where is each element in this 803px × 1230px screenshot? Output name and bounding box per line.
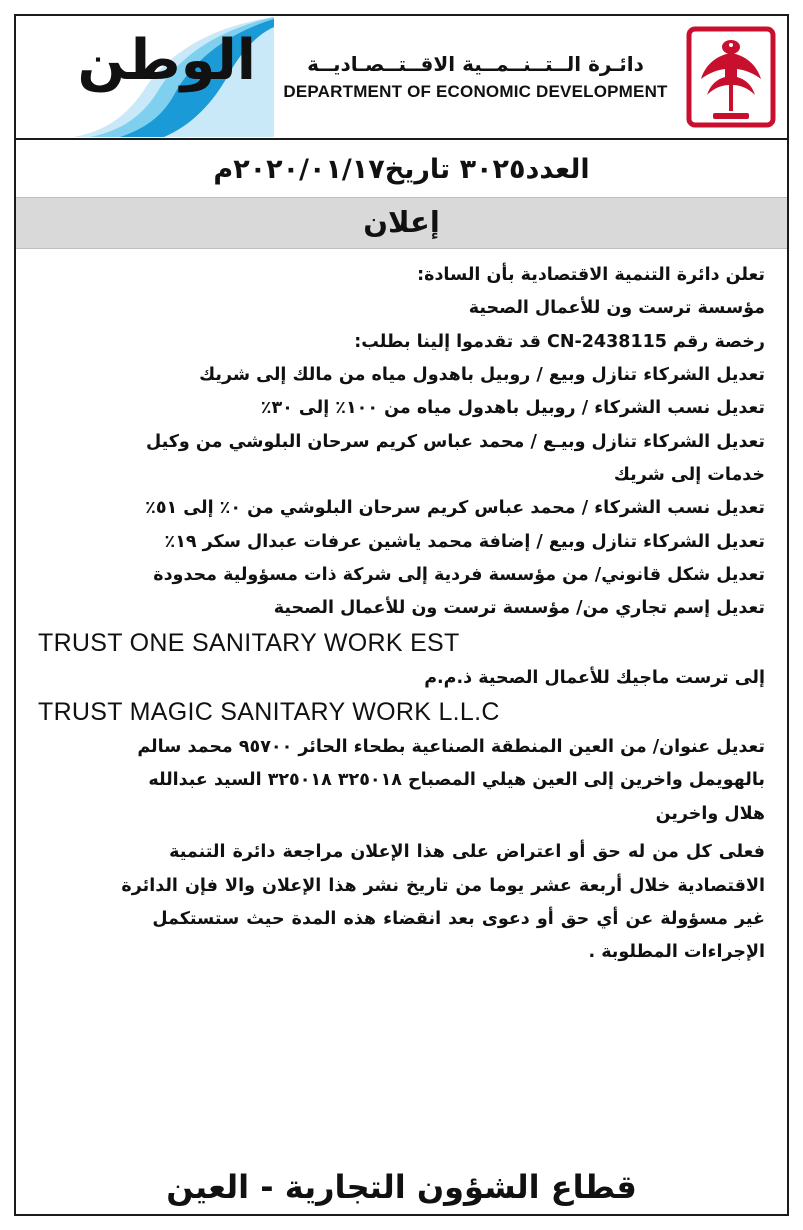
announcement-line: مؤسسة ترست ون للأعمال الصحية	[468, 298, 765, 319]
announcement-line: TRUST MAGIC SANITARY WORK L.L.C	[38, 698, 500, 727]
announcement-line: الاقتصادية خلال أربعة عشر يوما من تاريخ نشر هذا الإعلان والا فإن الدائرة	[121, 875, 765, 896]
department-name-english: DEPARTMENT OF ECONOMIC DEVELOPMENT	[283, 82, 668, 101]
header	[16, 16, 787, 140]
announcement-line: تعلن دائرة التنمية الاقتصادية بأن السادة:	[417, 265, 765, 285]
announcement-line: تعديل الشركاء تنازل وبيع / إضافة محمد ياشين عرفات عبدال سكر ١٩٪	[164, 531, 765, 552]
announcement-line: تعديل نسب الشركاء / روبيل باهدول مياه من ١٠٠٪ إلى ٣٠٪	[260, 398, 765, 419]
announcement-title: إعلان	[363, 205, 440, 239]
announcement-line: الإجراءات المطلوبة .	[588, 942, 765, 963]
issue-number-and-date: العدد٣٠٢٥ تاريخ٢٠٢٠/٠١/١٧م	[213, 154, 590, 185]
footer	[16, 1168, 787, 1206]
footer-department: قطاع الشؤون التجارية - العين	[166, 1168, 637, 1206]
announcement-body	[16, 249, 787, 967]
announcement-line: رخصة رقم CN-2438115 قد تقدموا إلينا بطلب:	[354, 331, 765, 352]
announcement-line: تعديل شكل قانوني/ من مؤسسة فردية إلى شركة ذات مسؤولية محدودة	[153, 565, 765, 586]
announcement-frame	[14, 14, 789, 1216]
announcement-line: تعديل الشركاء تنازل وبيع / روبيل باهدول مياه من مالك إلى شريك	[199, 365, 765, 386]
announcement-line: خدمات إلى شريك	[613, 465, 765, 486]
announcement-line: غير مسؤولة عن أي حق أو دعوى بعد انقضاء هذه المدة حيث ستستكمل	[152, 908, 765, 929]
announcement-line: تعديل نسب الشركاء / محمد عباس كريم سرحان البلوشي من ٠٪ إلى ٥١٪	[145, 498, 765, 519]
department-name-arabic: دائـرة الــتــنــمــية الاقــتــصـاديــة	[307, 52, 644, 76]
announcement-line: تعديل الشركاء تنازل وبيـع / محمد عباس كريم سرحان البلوشي من وكيل	[145, 431, 765, 452]
department-names	[274, 52, 677, 102]
announcement-line: بالهويمل واخرين إلى العين هيلي المصباح ٣٢٥٠١٨ ٣٢٥٠١٨ السيد عبدالله	[148, 770, 765, 791]
announcement-banner	[16, 197, 787, 249]
emblem-svg	[683, 25, 779, 129]
announcement-line: تعديل عنوان/ من العين المنطقة الصناعية بطحاء الحائر ٩٥٧٠٠ محمد سالم	[137, 737, 765, 758]
announcement-line: إلى ترست ماجيك للأعمال الصحية ذ.م.م	[424, 667, 765, 688]
announcement-line: هلال واخرين	[655, 803, 765, 824]
announcement-line: TRUST ONE SANITARY WORK EST	[38, 628, 460, 657]
masthead-brand: الوطن	[77, 28, 256, 93]
announcement-line: فعلى كل من له حق أو اعتراض على هذا الإعلان مراجعة دائرة التنمية	[169, 842, 765, 863]
newspaper-masthead	[16, 17, 274, 137]
uae-falcon-emblem-icon	[683, 25, 779, 129]
announcement-line: تعديل إسم تجاري من/ مؤسسة ترست ون للأعمال الصحية	[273, 598, 765, 619]
